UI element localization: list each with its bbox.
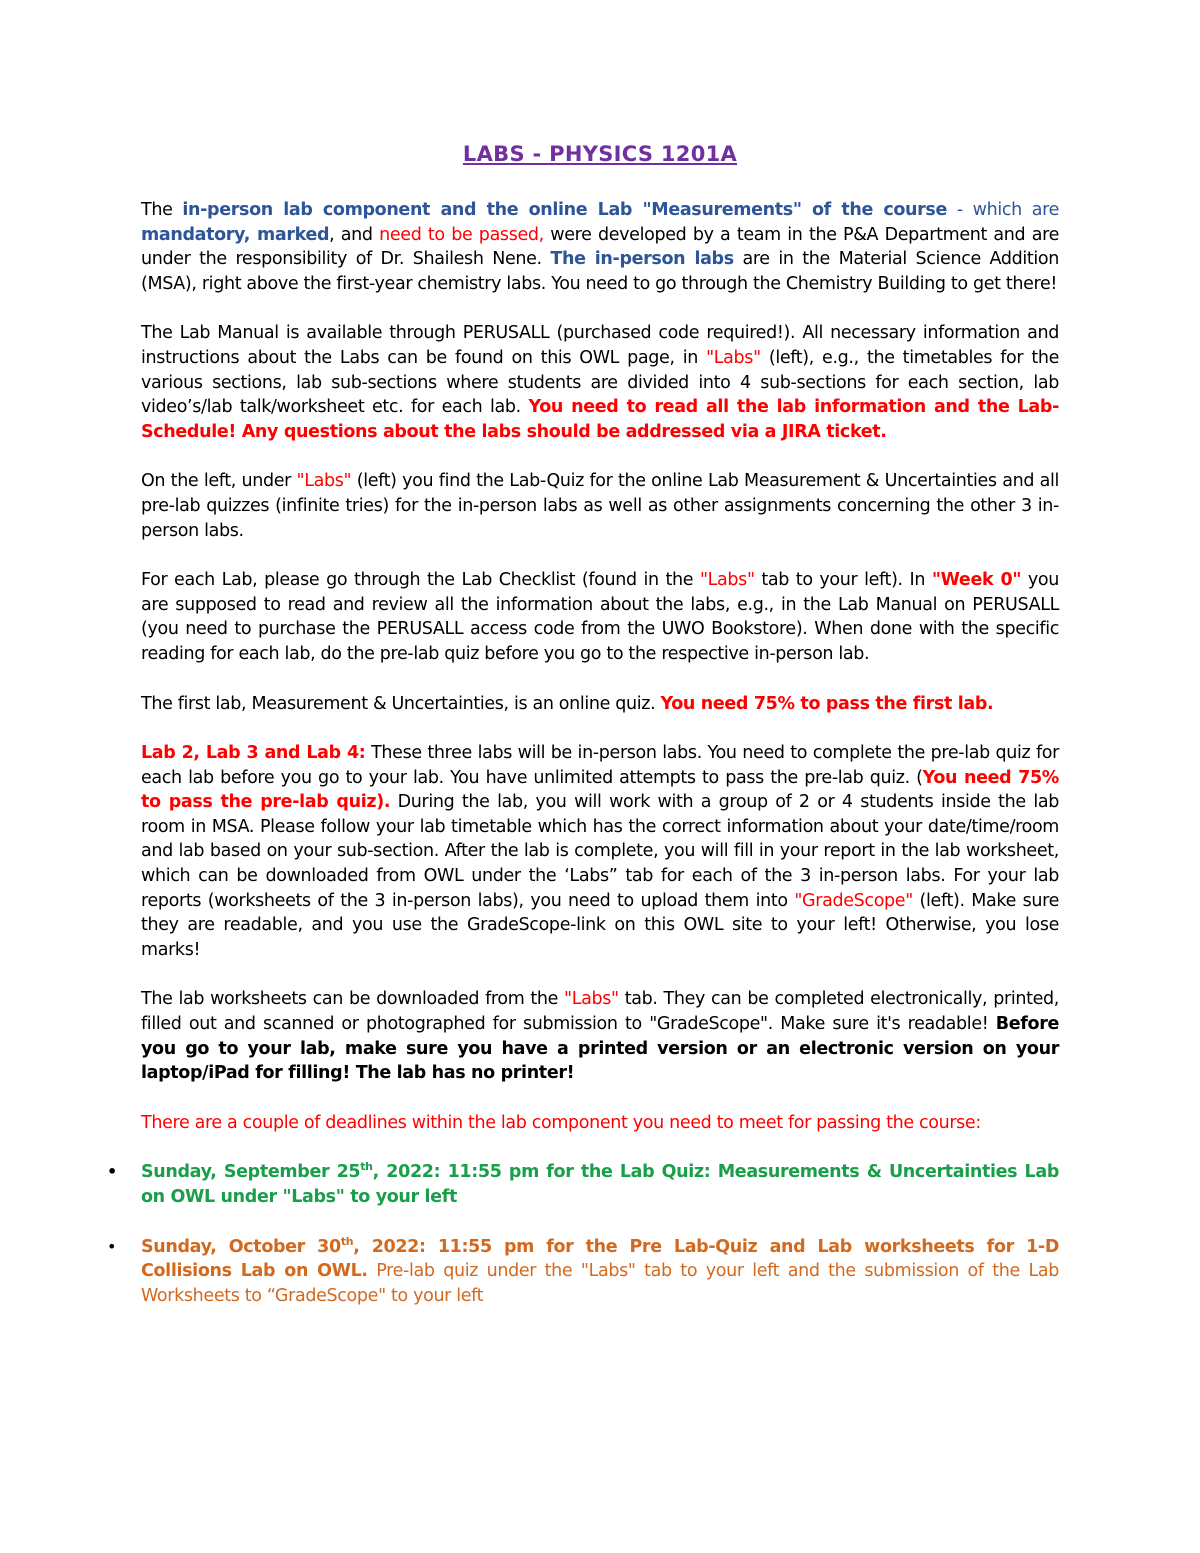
text-span: The lab worksheets can be downloaded from the [141,989,565,1010]
text-span: (left) you find the Lab-Quiz for the online Lab Measurement & Uncertainties and all pre-lab quizzes (infinite tries) for the in-person labs as well as other assignments concerning the other 3 in-person labs. [141,471,1059,541]
page-title: LABS - PHYSICS 1201A [462,142,738,166]
text-span: These three labs will be in-person labs. You need to complete the pre-lab quiz for each lab before you go to your lab. You have unlimited attempts to pass the pre-lab quiz. ( [141,743,1059,788]
labs-link-text: "Labs" [699,570,755,591]
deadline-description: , 2022: 11:55 pm for the Lab Quiz: Measurements & Uncertainties Lab on OWL under "Labs" to your left [141,1162,1059,1207]
deadline-note: Pre-lab quiz under the "Labs" tab to your left and the submission of the Lab Worksheets to “GradeScope" to your left [141,1261,1060,1306]
text-span: were developed by a team in the P&A Department and are under the responsibility of Dr. Shailesh Nene. [141,224,1059,270]
deadline-date: Sunday, September 25 [141,1162,361,1183]
text-span: , and [329,224,380,245]
ordinal-suffix: th [360,1160,373,1174]
bullet-icon: • [107,1162,117,1182]
first-lab-paragraph [141,692,1059,717]
emphasis-text: mandatory, marked [141,224,330,245]
document-body [107,142,1060,1333]
text-span: The Lab Manual is available through PERUSALL (purchased code required!). All necessary information and instructions about the Labs can be found on this OWL page, in [141,323,1059,368]
ordinal-suffix: th [340,1234,354,1248]
deadline-date: Sunday, October 30 [141,1236,341,1257]
deadlines-intro: There are a couple of deadlines within the lab component you need to meet for passing the course: [141,1112,981,1133]
warning-text: You need 75% to pass the first lab. [660,693,994,714]
warning-text: You need 75% to pass the pre-lab quiz). [141,767,1059,813]
intro-paragraph [141,198,1059,296]
text-span: During the lab, you will work with a group of 2 or 4 students inside the lab room in MSA. Please follow your lab timetable which has the correct information about your date/time/room and lab based on your sub-section. After the lab is complete, you will fill in your report in the lab worksheet, which can be downloaded from OWL under the ‘Labs” tab for each of the 3 in-person labs. For your lab reports (worksheets of the 3 in-person labs), you need to upload them into [141,792,1059,911]
text-span: (left). Make sure they are readable, and you use the GradeScope-link on this OWL site to your left! Otherwise, you lose marks! [141,890,1059,960]
text-span: The first lab, Measurement & Uncertainties, is an online quiz. [141,693,661,714]
text-span: (left), e.g., the timetables for the various sections, lab sub-sections where students are divided into 4 sub-sections for each section, lab video’s/lab talk/worksheet etc. for each lab. [141,347,1059,418]
text-span: are in the Material Science Addition (MSA), right above the first-year chemistry labs. You need to go through the Chemistry Building to get there! [141,249,1060,294]
text-span: tab to your left). In [754,570,932,591]
labs-link-text: "Labs" [706,347,761,368]
week-zero-text: "Week 0" [931,570,1022,591]
warning-text: You need to read all the lab information and the Lab-Schedule! Any questions about the labs should be addressed via a JIRA ticket. [141,397,1059,442]
worksheets-paragraph [141,987,1059,1085]
labs-heading-text: Lab 2, Lab 3 and Lab 4: [141,743,366,764]
gradescope-link-text: "GradeScope" [794,890,913,911]
deadline-item [107,1160,1059,1209]
text-span: The [141,200,183,220]
warning-text: need to be passed, [379,224,544,245]
deadline-item [107,1234,1060,1309]
emphasis-text: in-person lab component and the online Lab "Measurements" of the course [182,200,948,220]
in-person-labs-paragraph [141,741,1059,962]
labs-location-paragraph [141,469,1059,543]
emphasis-text: The in-person labs [550,249,734,270]
text-span: you are supposed to read and review all the information about the labs, e.g., in the Lab Manual on PERUSALL (you need to purchase the PERUSALL access code from the UWO Bookstore). When done with the specific reading for each lab, do the pre-lab quiz before you go to the respective in-person lab. [141,570,1059,664]
labs-link-text: "Labs" [564,989,619,1010]
deadlines-list [107,1160,1060,1308]
lab-manual-paragraph [141,321,1059,444]
text-span: For each Lab, please go through the Lab Checklist (found in the [141,570,700,591]
text-span: tab. They can be completed electronically, printed, filled out and scanned or photographed for submission to "GradeScope". Make sure it's readable! [141,989,1059,1035]
checklist-paragraph [141,568,1059,666]
text-span: On the left, under [141,471,297,492]
deadline-description: , 2022: 11:55 pm for the Pre Lab-Quiz and Lab worksheets for 1-D Collisions Lab on OWL. [141,1236,1059,1282]
bold-notice-text: Before you go to your lab, make sure you have a printed version or an electronic version on your laptop/iPad for filling! The lab has no printer! [141,1014,1059,1084]
labs-link-text: "Labs" [296,471,352,492]
bullet-icon: • [107,1236,117,1256]
emphasis-text: - which are [947,200,1060,220]
